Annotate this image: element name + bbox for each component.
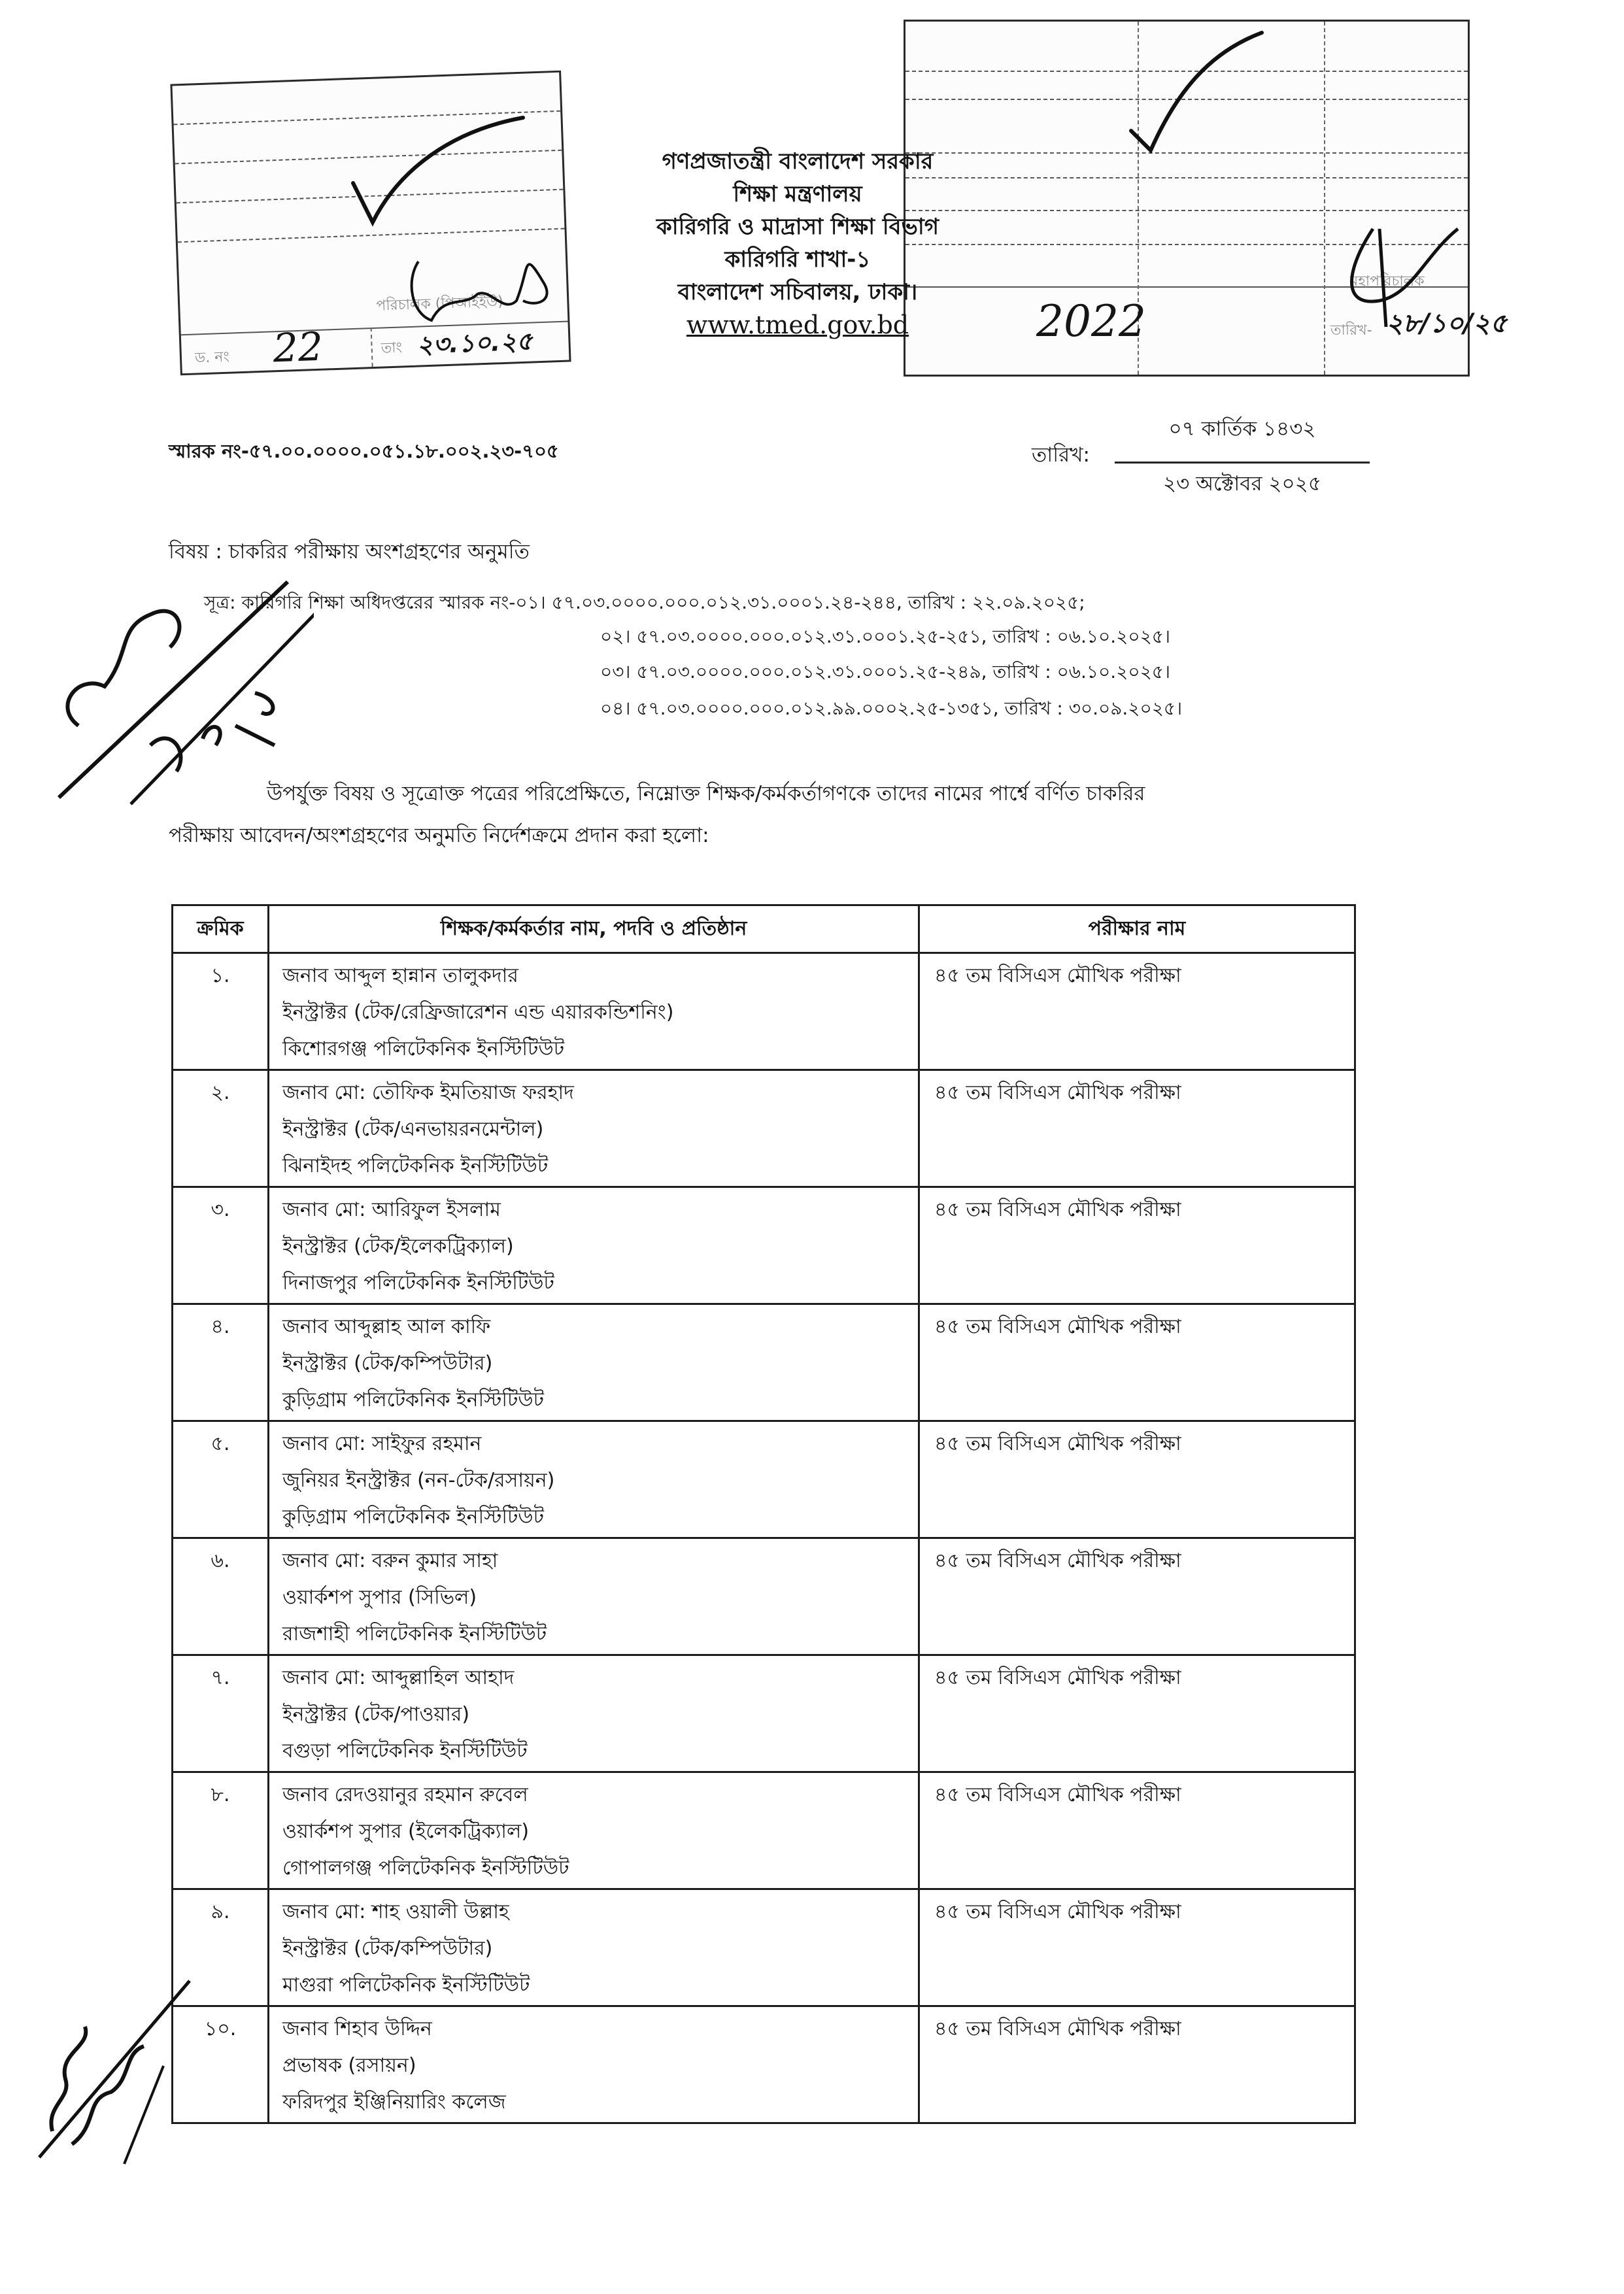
person-name: জনাব মো: আরিফুল ইসলাম [282,1198,501,1221]
person-cell [269,1538,919,1655]
reference-item: ০২। ৫৭.০৩.০০০০.০০০.০১২.৩১.০০০১.২৫-২৫১, তারিখ : ০৬.১০.২০২৫। [600,626,1170,647]
serial-cell: ৭. [173,1655,269,1772]
person-name: জনাব মো: বরুন কুমার সাহা [282,1549,498,1572]
exam-cell: ৪৫ তম বিসিএস মৌখিক পরীক্ষা [919,1889,1355,2006]
person-name: জনাব মো: শাহ ওয়ালী উল্লাহ [282,1900,509,1923]
serial-cell: ৬. [173,1538,269,1655]
person-institution: কুড়িগ্রাম পলিটেকনিক ইনস্টিটিউট [282,1506,545,1528]
person-institution: কুড়িগ্রাম পলিটেকনিক ইনস্টিটিউট [282,1389,545,1411]
person-cell [269,1070,919,1187]
table-row [173,1304,1355,1421]
table-row [173,1538,1355,1655]
person-designation: ওয়ার্কশপ সুপার (ইলেকট্রিক্যাল) [282,1820,530,1843]
stamp-number-label: ড. নং [194,348,230,367]
person-cell [269,953,919,1070]
government-name: গণপ্রজাতন্ত্রী বাংলাদেশ সরকার [662,148,934,175]
date-divider [1115,462,1370,464]
person-cell [269,1772,919,1889]
office-address: বাংলাদেশ সচিবালয়, ঢাকা। [677,279,918,305]
branch-name: কারিগরি শাখা-১ [724,246,871,273]
table-row [173,2006,1355,2123]
letterhead [588,145,1007,341]
stamp-designation-right: মহাপরিচালক [1350,273,1425,290]
header-name: শিক্ষক/কর্মকর্তার নাম, পদবি ও প্রতিষ্ঠান [269,905,919,953]
person-institution: ফরিদপুর ইঞ্জিনিয়ারিং কলেজ [282,2091,506,2114]
person-name: জনাব আব্দুল্লাহ আল কাফি [282,1315,491,1338]
stamp-number-value-right: 2022 [1036,296,1146,346]
person-institution: কিশোরগঞ্জ পলিটেকনিক ইনস্টিটিউট [282,1037,565,1060]
table-row [173,1070,1355,1187]
stamp-date-value-right: ২৮/১০/২৫ [1386,309,1508,339]
date-gregorian: ২৩ অক্টোবর ২০২৫ [1163,472,1321,496]
division-name: কারিগরি ও মাদ্রাসা শিক্ষা বিভাগ [656,214,939,240]
exam-cell: ৪৫ তম বিসিএস মৌখিক পরীক্ষা [919,1421,1355,1538]
serial-cell: ১০. [173,2006,269,2123]
reference-intro: কারিগরি শিক্ষা অধিদপ্তরের স্মারক নং- [241,592,516,613]
date-label: তারিখ: [1032,443,1090,467]
header-exam: পরীক্ষার নাম [919,905,1355,953]
serial-cell: ৫. [173,1421,269,1538]
person-institution: গোপালগঞ্জ পলিটেকনিক ইনস্টিটিউট [282,1857,569,1880]
person-name: জনাব রেদওয়ানুর রহমান রুবেল [282,1783,528,1806]
person-designation: ওয়ার্কশপ সুপার (সিভিল) [282,1586,477,1609]
permission-table [171,904,1356,2124]
person-institution: ঝিনাইদহ পলিটেকনিক ইনস্টিটিউট [282,1155,549,1177]
person-institution: মাগুরা পলিটেকনিক ইনস্টিটিউট [282,1974,530,1997]
exam-cell: ৪৫ তম বিসিএস মৌখিক পরীক্ষা [919,1538,1355,1655]
exam-cell: ৪৫ তম বিসিএস মৌখিক পরীক্ষা [919,1070,1355,1187]
table-row [173,1655,1355,1772]
serial-cell: ৩. [173,1187,269,1304]
initial-mark [1334,216,1464,333]
reference-first [204,588,1085,619]
person-institution: দিনাজপুর পলিটেকনিক ইনস্টিটিউট [282,1272,554,1294]
body-line-2: পরীক্ষায় আবেদন/অংশগ্রহণের অনুমতি নির্দেশক্রমে প্রদান করা হলো: [169,824,709,847]
stamp-date-label-right: তারিখ- [1330,322,1372,339]
exam-cell: ৪৫ তম বিসিএস মৌখিক পরীক্ষা [919,1187,1355,1304]
person-designation: ইনস্ট্রাক্টর (টেক/ইলেকট্রিক্যাল) [282,1235,514,1258]
person-name: জনাব আব্দুল হান্নান তালুকদার [282,964,518,987]
signature-mark [33,1974,203,2170]
table-header-row [173,905,1355,953]
table-row [173,1187,1355,1304]
person-name: জনাব মো: সাইফুর রহমান [282,1432,482,1455]
date-bangla: ০৭ কার্তিক ১৪৩২ [1168,417,1316,441]
person-designation: ইনস্ট্রাক্টর (টেক/কম্পিউটার) [282,1352,493,1375]
exam-cell: ৪৫ তম বিসিএস মৌখিক পরীক্ষা [919,1772,1355,1889]
person-designation: প্রভাষক (রসায়ন) [282,2054,416,2077]
person-name: জনাব মো: আব্দুল্লাহিল আহাদ [282,1666,515,1689]
reference-item: ০৩। ৫৭.০৩.০০০০.০০০.০১২.৩১.০০০১.২৫-২৪৯, তারিখ : ০৬.১০.২০২৫। [600,661,1170,683]
serial-cell: ২. [173,1070,269,1187]
table-row [173,953,1355,1070]
serial-cell: ১. [173,953,269,1070]
table-row [173,1772,1355,1889]
website-link[interactable]: www.tmed.gov.bd [686,311,909,339]
body-paragraph [169,773,1372,856]
table-row [173,1889,1355,2006]
person-designation: জুনিয়র ইনস্ট্রাক্টর (নন-টেক/রসায়ন) [282,1469,555,1492]
table-row [173,1421,1355,1538]
serial-cell: ৪. [173,1304,269,1421]
checkmark-icon [1125,26,1268,157]
ministry-name: শিক্ষা মন্ত্রণালয় [733,181,862,207]
stamp-designation: পরিচালক (পিআইইউ) [376,294,504,314]
checkmark-icon [340,111,536,242]
person-cell [269,2006,919,2123]
reference-item: ০৪। ৫৭.০৩.০০০০.০০০.০১২.৯৯.০০০২.২৫-১৩৫১, তারিখ : ৩০.০৯.২০২৫। [600,698,1183,719]
person-name: জনাব মো: তৌফিক ইমতিয়াজ ফরহাদ [282,1081,574,1104]
exam-cell: ৪৫ তম বিসিএস মৌখিক পরীক্ষা [919,1655,1355,1772]
person-cell [269,1421,919,1538]
serial-cell: ৯. [173,1889,269,2006]
person-designation: ইনস্ট্রাক্টর (টেক/এনভায়রনমেন্টাল) [282,1118,544,1141]
person-name: জনাব শিহাব উদ্দিন [282,2017,432,2040]
header-serial: ক্রমিক [173,905,269,953]
subject-line: বিষয় : চাকরির পরীক্ষায় অংশগ্রহণের অনুমতি [169,540,530,564]
stamp-date-label: তাং [381,339,403,357]
person-cell [269,1187,919,1304]
body-line-1: উপর্যুক্ত বিষয় ও সূত্রোক্ত পত্রের পরিপ্রেক্ষিতে, নিম্নোক্ত শিক্ষক/কর্মকর্তাগণকে তাদের নামের পার্শ্বে বর্ণিত চাকরির [267,782,1145,805]
reference-label: সূত্র: [204,592,236,613]
stamp-number-value: 22 [272,324,324,372]
person-institution: বগুড়া পলিটেকনিক ইনস্টিটিউট [282,1740,528,1763]
reference-item: ০১। ৫৭.০৩.০০০০.০০০.০১২.৩১.০০০১.২৪-২৪৪, তারিখ : ২২.০৯.২০২৫; [515,592,1085,613]
exam-cell: ৪৫ তম বিসিএস মৌখিক পরীক্ষা [919,2006,1355,2123]
person-cell [269,1304,919,1421]
stamp-date-value: ২৩.১০.২৫ [416,326,533,360]
person-cell [269,1655,919,1772]
person-designation: ইনস্ট্রাক্টর (টেক/রেফ্রিজারেশন এন্ড এয়ারকন্ডিশনিং) [282,1001,674,1024]
person-designation: ইনস্ট্রাক্টর (টেক/পাওয়ার) [282,1703,470,1726]
person-cell [269,1889,919,2006]
serial-cell: ৮. [173,1772,269,1889]
person-institution: রাজশাহী পলিটেকনিক ইনস্টিটিউট [282,1623,547,1645]
exam-cell: ৪৫ তম বিসিএস মৌখিক পরীক্ষা [919,1304,1355,1421]
person-designation: ইনস্ট্রাক্টর (টেক/কম্পিউটার) [282,1937,493,1960]
signature-mark [392,242,562,333]
memo-number: স্মারক নং-৫৭.০০.০০০০.০৫১.১৮.০০২.২৩-৭০৫ [169,440,559,462]
exam-cell: ৪৫ তম বিসিএস মৌখিক পরীক্ষা [919,953,1355,1070]
